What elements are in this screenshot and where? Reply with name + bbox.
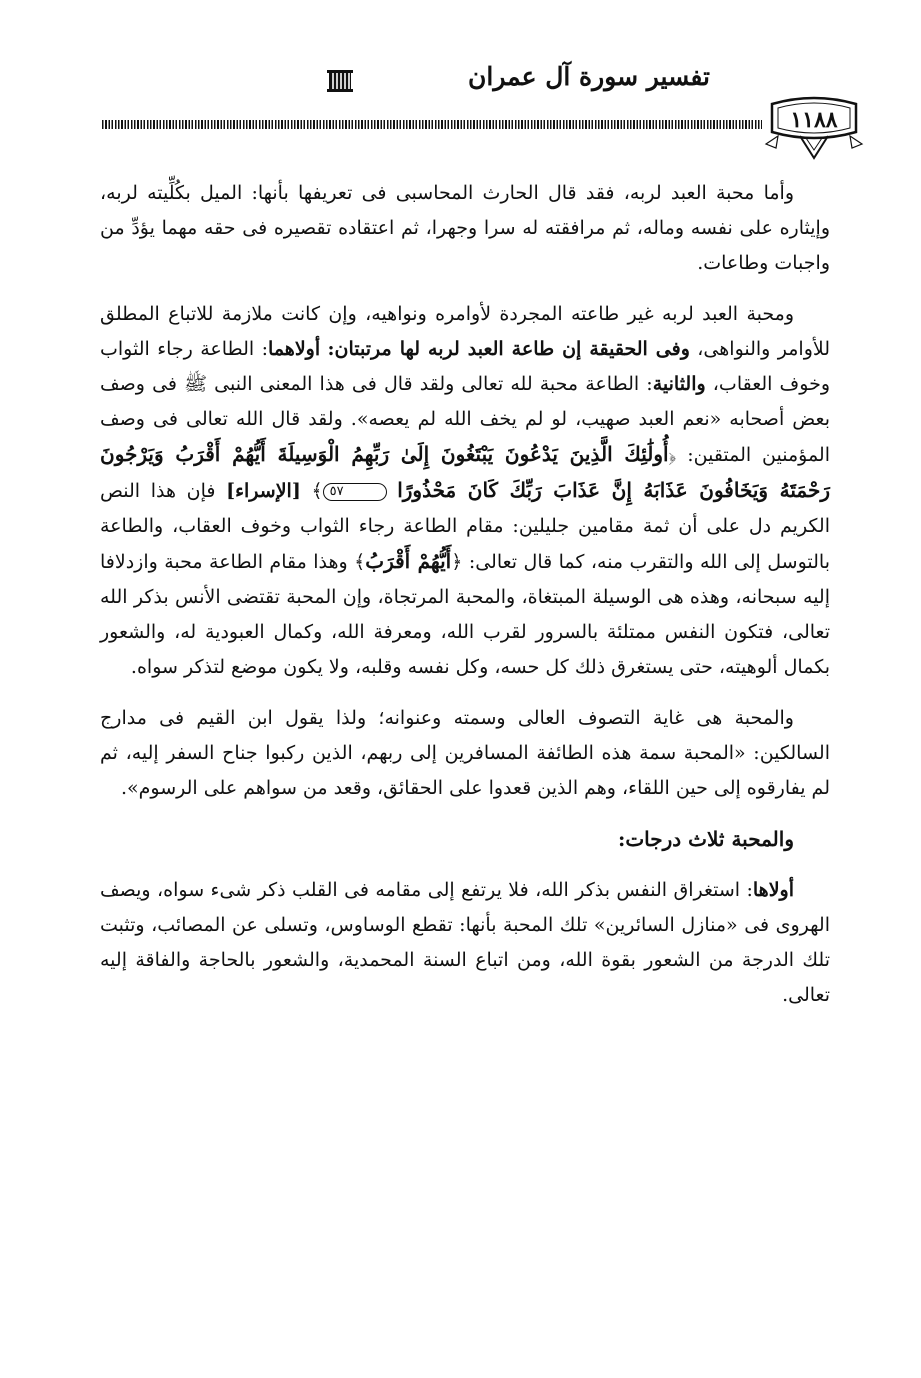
running-header-title: تفسير سورة آل عمران <box>468 62 710 91</box>
label-first-degree: أولاها <box>752 879 794 901</box>
text-span: : الطاعة رجاء الثواب وخوف العقاب، <box>100 338 830 395</box>
text-span: : الطاعة محبة لله تعالى ولقد قال فى هذا المعنى النبى ﷺ فى وصف بعض أصحابه «نعم العبد صهيب، لو لم يخف الله لم يعصه». ولقد قال الله تعالى فى وصف المؤمنين المتقين: <box>100 373 831 466</box>
surah-reference: [الإسراء] <box>226 480 301 502</box>
paragraph-ibn-qayyim-quote: والمحبة هى غاية التصوف العالى وسمته وعنوانه؛ ولذا يقول ابن القيم فى مدارج السالكين: «المحبة سمة هذه الطائفة المسافرين إلى ربهم، الذين ركبوا جناح السفر إليه، ثم لم يفارقوه إلى حين اللقاء، وهم الذين قعدوا على الحقائق، وقعد من سواهم على الرسوم». <box>100 707 830 799</box>
quran-bracket-open: ﴿ <box>668 444 677 466</box>
text-span: وهذا مقام الطاعة محبة وازدلافا إليه سبحانه، وهذه هى الوسيلة المبتغاة، والمحبة المرتجاة، وإن المحبة تقتضى الأنس بذكر الله تعالى، فتكون النفس ممتلئة بالسرور لقرب الله، ومعرفة الله، وكمال العبودية له، والشعور بكمال ألوهيته، حتى يستغرق ذلك كل حسه، وكل نفسه وقلبه، ولا يكون موضع لتذكر سواه. <box>100 551 830 678</box>
label-second: والثانية <box>652 373 706 395</box>
text-span: : استغراق النفس بذكر الله، فلا يرتفع إلى مقامه فى القلب ذكر شىء سواه، ويصف الهروى فى «منازل السائرين» تلك المحبة بأنها: تقطع الوساوس، وتسلى عن المصائب، وتثبت تلك الدرجة من الشعور بقوة الله، ومن اتباع السنة المحمدية، والشعور بالحاجة والفاقة إليه تعالى. <box>100 879 830 1006</box>
paragraph-love-definition: وأما محبة العبد لربه، فقد قال الحارث المحاسبى فى تعريفها بأنها: الميل بكُلِّيته لربه، وإيثاره على نفسه وماله، ثم مرافقته له سرا وجهرا، ثم اعتقاده تقصيره فى حقه مهما يؤدِّ من واجبات وطاعات. <box>100 182 830 274</box>
quran-verse-short: أَيُّهُمْ أَقْرَبُ <box>365 549 452 573</box>
body-text <box>100 176 830 1029</box>
header-dotted-rule <box>102 120 762 129</box>
quran-bracket-close: ﴾ <box>311 480 323 502</box>
book-ornament-icon <box>326 68 354 94</box>
quran-bracket-close: ﴾ <box>354 551 366 573</box>
bold-statement: وفى الحقيقة إن طاعة العبد لربه لها مرتبتان: <box>327 338 690 360</box>
verse-number-marker: ٥٧ <box>323 483 387 501</box>
text-span: فإن هذا النص الكريم دل على أن ثمة مقامين جليلين: مقام الطاعة رجاء الثواب وخوف العقاب، والطاعة بالتوسل إلى الله والتقرب منه، كما قال تعالى: <box>100 480 830 573</box>
label-first: أولاهما <box>268 338 321 360</box>
text-span: ومحبة العبد لربه غير طاعته المجردة لأوامره ونواهيه، وإن كانت ملازمة للاتباع المطلق للأوامر والنواهى، <box>100 303 831 360</box>
page-number: ١١٨٨ <box>790 107 838 133</box>
quran-verse: أُولَٰئِكَ الَّذِينَ يَدْعُونَ يَبْتَغُونَ إِلَىٰ رَبِّهِمُ الْوَسِيلَةَ أَيُّهُمْ أَقْرَبُ وَيَرْجُونَ رَحْمَتَهُ وَيَخَافُونَ عَذَابَهُ إِنَّ عَذَابَ رَبِّكَ كَانَ مَحْذُورًا <box>100 442 830 502</box>
quran-bracket-open: ﴿ <box>451 551 463 573</box>
paragraph-first-degree <box>100 873 830 1013</box>
paragraph-obedience <box>100 297 830 685</box>
section-heading: والمحبة ثلاث درجات: <box>617 827 794 851</box>
